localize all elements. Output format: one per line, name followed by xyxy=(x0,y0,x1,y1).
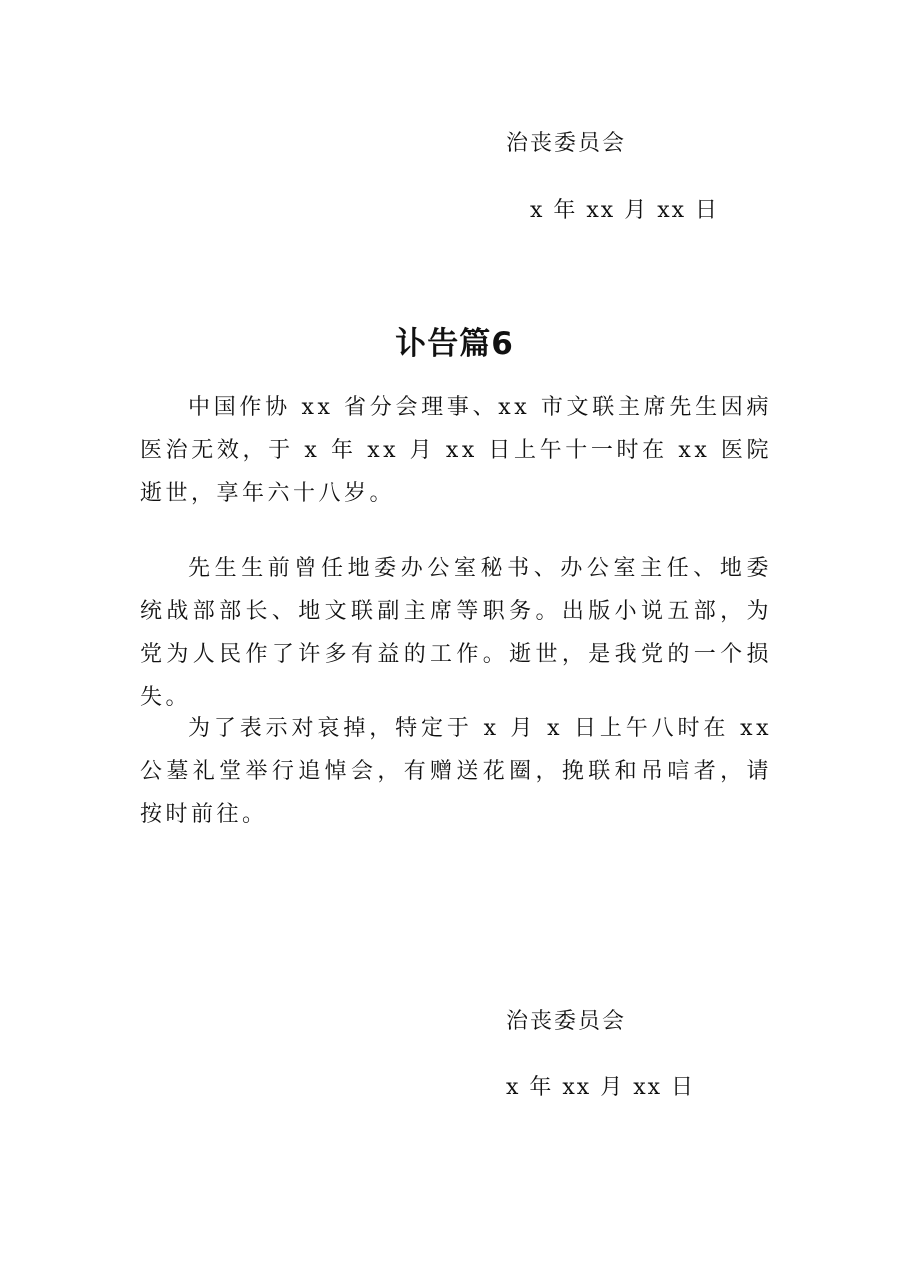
top-signature-date: x 年 xx 月 xx 日 xyxy=(530,198,720,223)
bottom-signature-date: x 年 xx 月 xx 日 xyxy=(506,1075,696,1100)
paragraph-1: 中国作协 xx 省分会理事、xx 市文联主席先生因病医治无效，于 x 年 xx 月 xx 日上午十一时在 xx 医院逝世，享年六十八岁。 xyxy=(140,395,772,506)
paragraph-3: 为了表示对哀掉，特定于 x 月 x 日上午八时在 xx 公墓礼堂举行追悼会，有赠送花圈，挽联和吊唁者，请按时前往。 xyxy=(140,716,772,827)
top-signature-org: 治丧委员会 xyxy=(506,131,627,156)
paragraph-2: 先生生前曾任地委办公室秘书、办公室主任、地委统战部部长、地文联副主席等职务。出版小说五部，为党为人民作了许多有益的工作。逝世，是我党的一个损失。 xyxy=(140,556,772,710)
bottom-signature-org: 治丧委员会 xyxy=(506,1009,627,1034)
document-title: 讣告篇6 xyxy=(395,326,514,362)
